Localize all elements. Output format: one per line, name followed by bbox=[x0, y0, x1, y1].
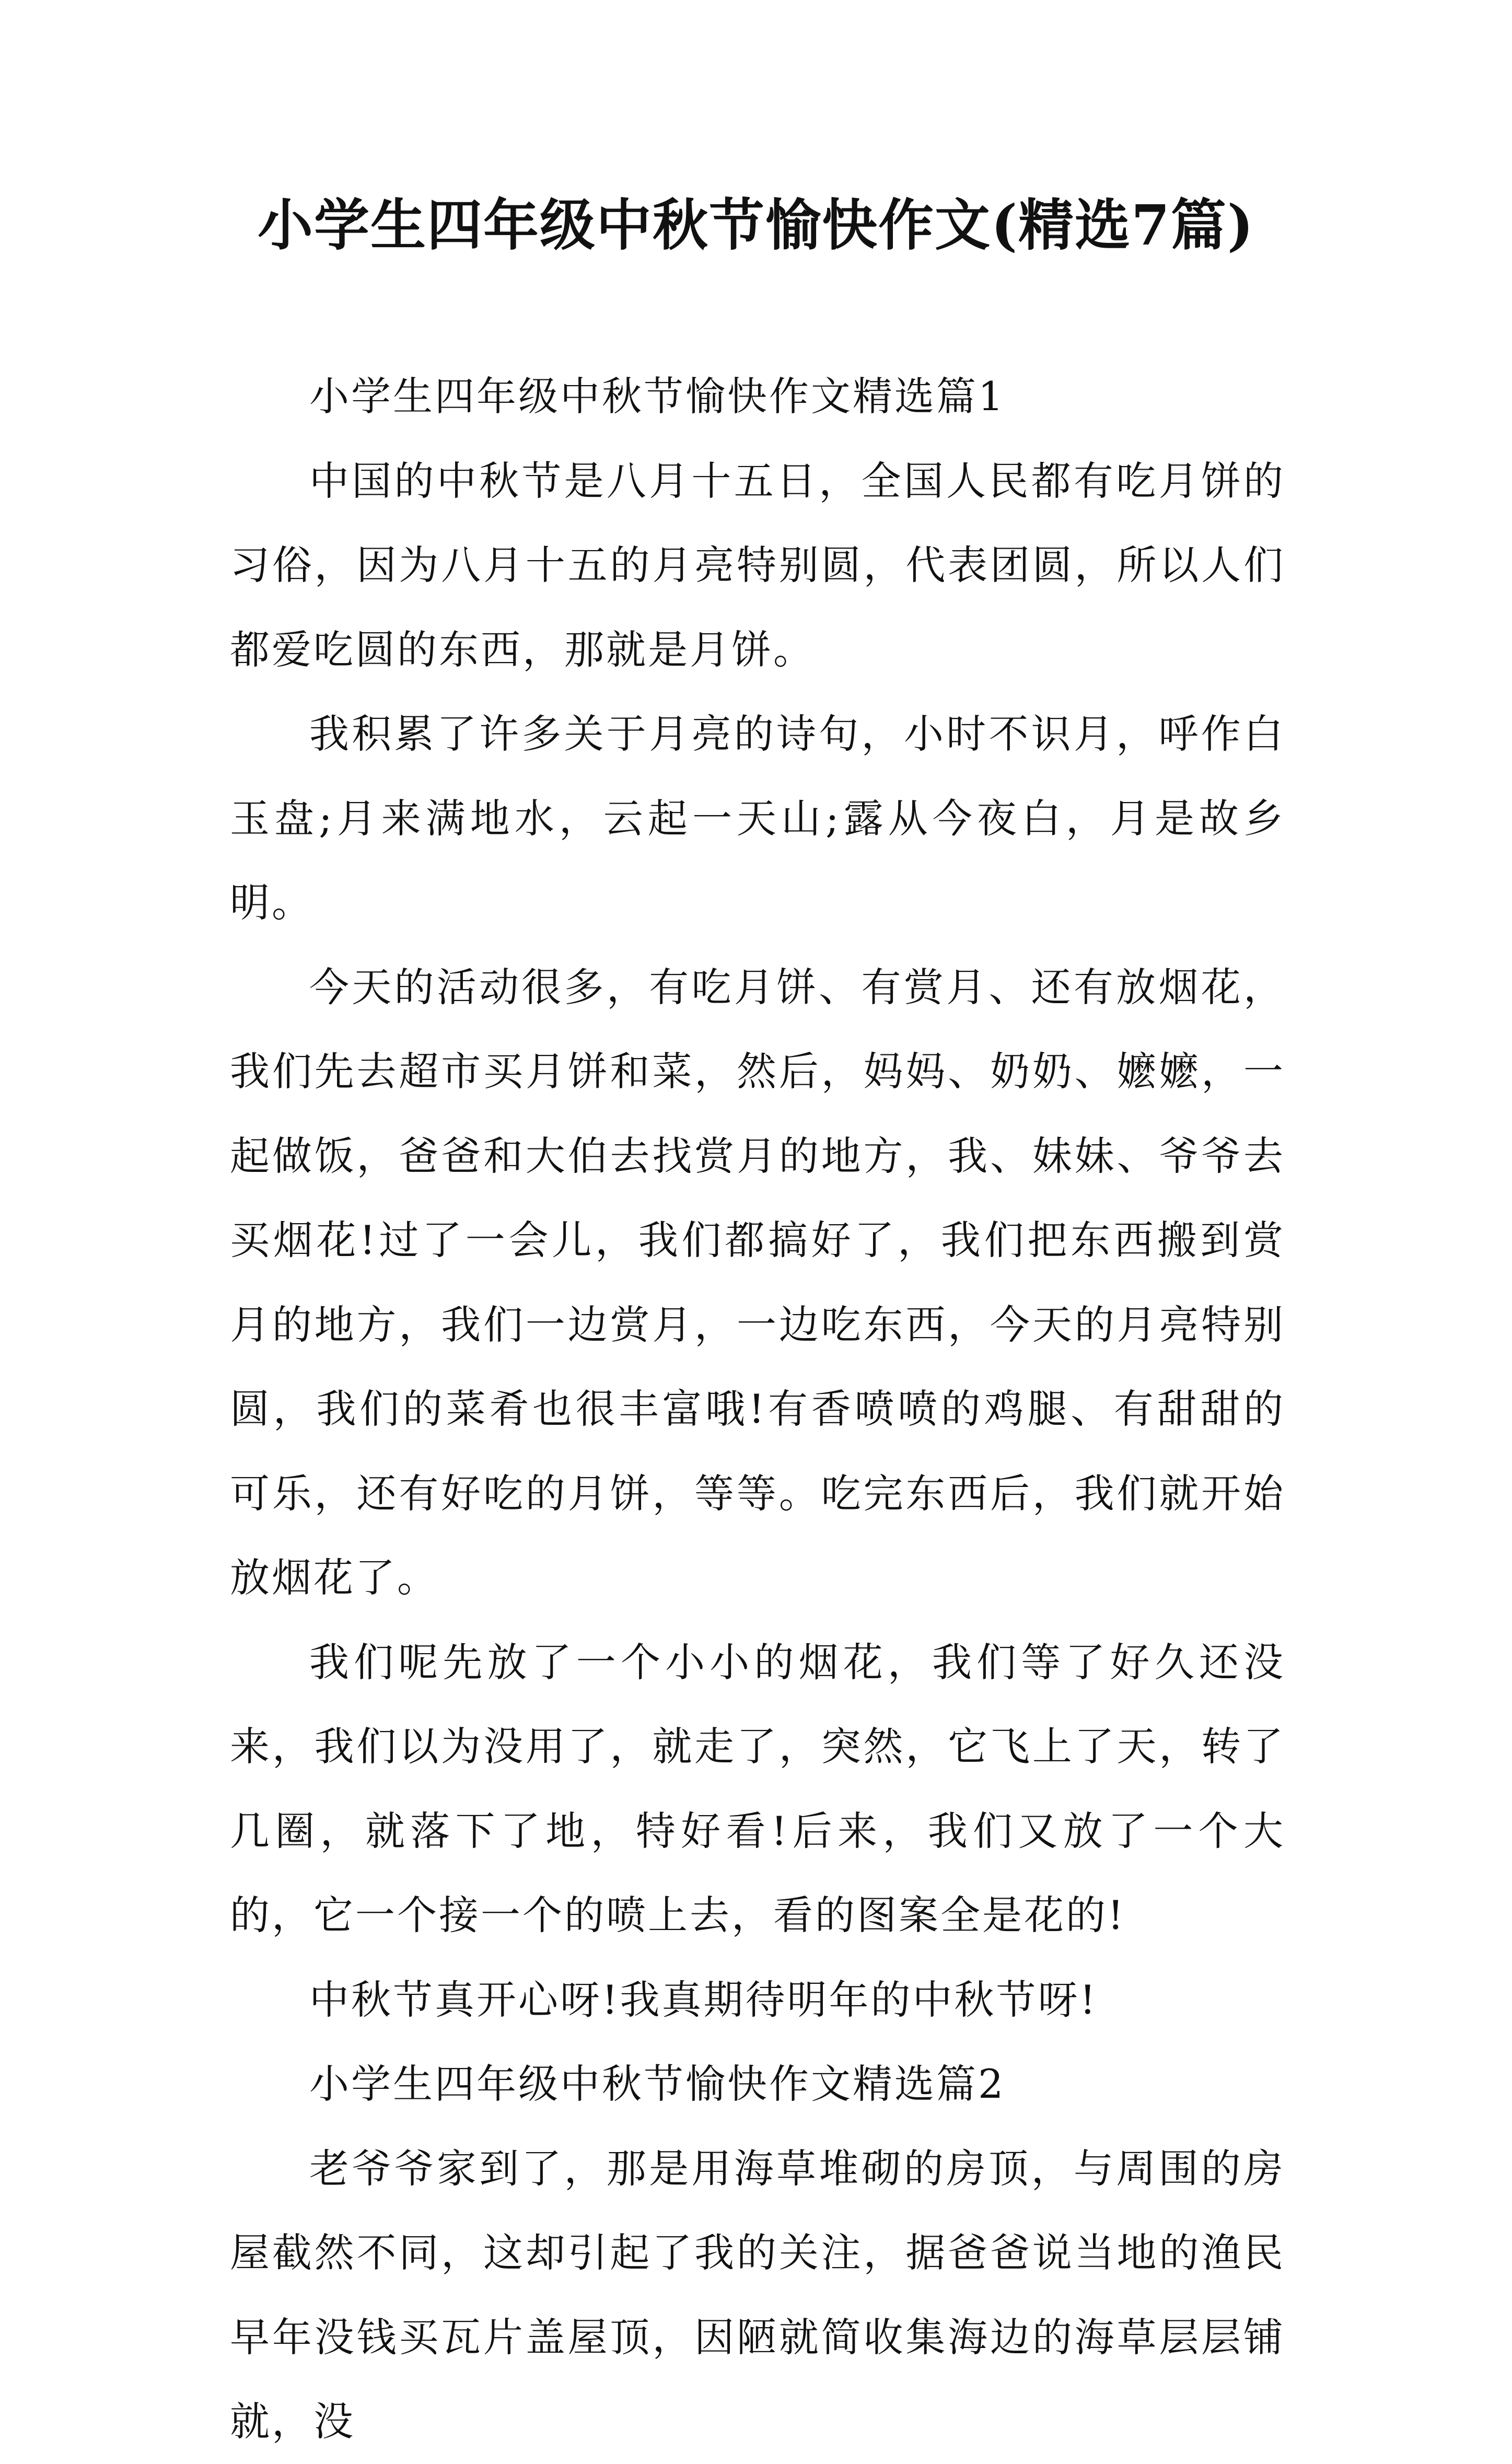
section-heading-1: 小学生四年级中秋节愉快作文精选篇1 bbox=[309, 373, 1006, 420]
section-heading-2: 小学生四年级中秋节愉快作文精选篇2 bbox=[309, 2061, 1006, 2107]
paragraph: 中秋节真开心呀!我真期待明年的中秋节呀! bbox=[309, 1976, 1098, 2023]
paragraph: 今天的活动很多，有吃月饼、有赏月、还有放烟花，我们先去超市买月饼和菜，然后，妈妈、奶奶、嬷嬷，一起做饭，爸爸和大伯去找赏月的地方，我、妹妹、爷爷去买烟花!过了一会儿，我们都搞好了，我们把东西搬到赏月的地方，我们一边赏月，一边吃东西，今天的月亮特别圆，我们的菜肴也很丰富哦!有香喷喷的鸡腿、有甜甜的可乐，还有好吃的月饼，等等。吃完东西后，我们就开始放烟花了。 bbox=[230, 963, 1285, 1601]
paragraph: 老爷爷家到了，那是用海草堆砌的房顶，与周围的房屋截然不同，这却引起了我的关注，据爸爸说当地的渔民早年没钱买瓦片盖屋顶，因陋就简收集海边的海草层层铺就，没 bbox=[230, 2145, 1285, 2445]
document-title: 小学生四年级中秋节愉快作文(精选7篇) bbox=[257, 192, 1255, 258]
paragraph: 中国的中秋节是八月十五日，全国人民都有吃月饼的习俗，因为八月十五的月亮特别圆，代表团圆，所以人们都爱吃圆的东西，那就是月饼。 bbox=[230, 457, 1285, 673]
paragraph: 我们呢先放了一个小小的烟花，我们等了好久还没来，我们以为没用了，就走了，突然，它飞上了天，转了几圈，就落下了地，特好看!后来，我们又放了一个大的，它一个接一个的喷上去，看的图案全是花的! bbox=[230, 1638, 1285, 1938]
document-body bbox=[230, 354, 1285, 2464]
paragraph: 我积累了许多关于月亮的诗句，小时不识月，呼作白玉盘;月来满地水，云起一天山;露从今夜白，月是故乡明。 bbox=[230, 711, 1285, 926]
